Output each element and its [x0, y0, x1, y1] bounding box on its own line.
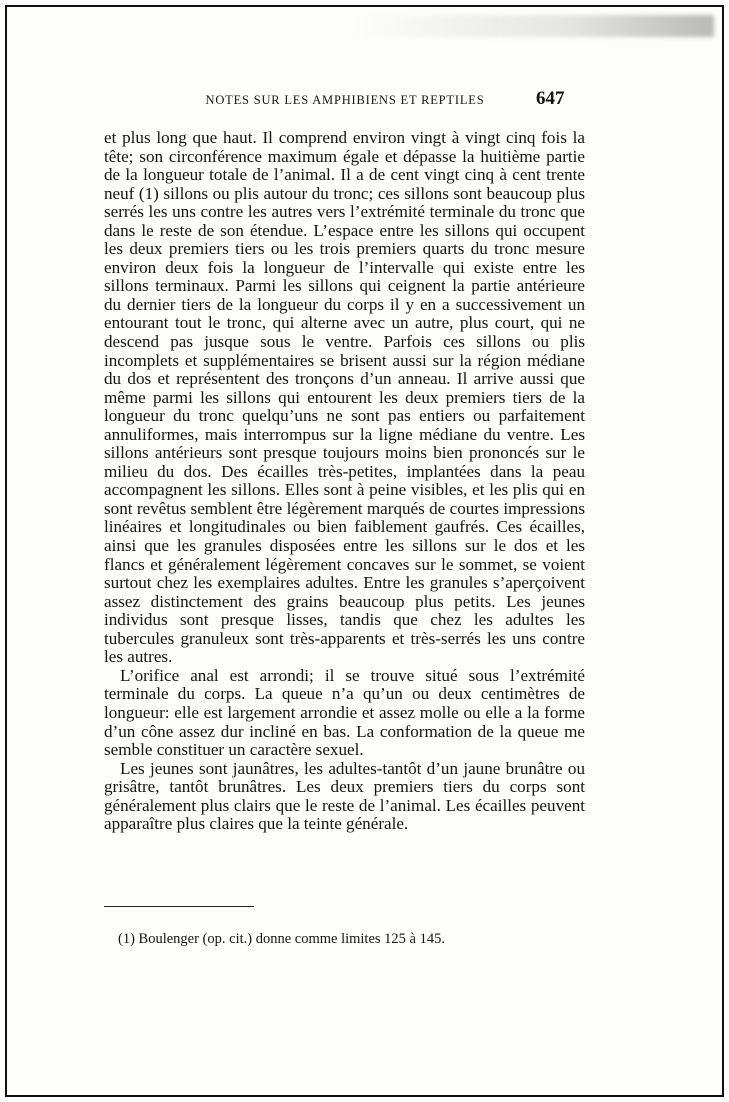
footnote: (1) Boulenger (op. cit.) donne comme limites 125 à 145.: [118, 931, 445, 947]
footnote-divider: [104, 906, 254, 907]
scan-shadow: [354, 15, 714, 37]
running-title: NOTES SUR LES AMPHIBIENS ET REPTILES: [205, 93, 485, 107]
paragraph-3: Les jeunes sont jaunâtres, les adultes-tantôt d’un jaune brunâtre ou grisâtre, tantôt brunâtres. Les deux premiers tiers du corps sont généralement plus clairs que le reste de l’animal. Les écailles peuvent apparaître plus claires que la teinte générale.: [104, 758, 585, 834]
page-number: 647: [536, 88, 565, 109]
paragraph-1: et plus long que haut. Il comprend environ vingt à vingt cinq fois la tête; son circonférence maximum égale et dépasse la huitième partie de la longueur totale de l’animal. Il a de cent vingt cinq à cent trente neuf (1) sillons ou plis autour du tronc; ces sillons sont beaucoup plus serrés les uns contre les autres vers l’extrémité terminale du tronc que dans le reste de son étendue. L’espace entre les sillons qui occupent les deux premiers tiers ou les trois premiers quarts du tronc mesure environ deux fois la longueur de l’intervalle qui existe entre les sillons terminaux. Parmi les sillons qui ceignent la partie antérieure du dernier tiers de la longueur du corps il y en a successivement un entourant tout le tronc, qui alterne avec un autre, plus court, qui ne descend pas jusque sous le ventre. Parfois ces sillons ou plis incomplets et supplémentaires se brisent aussi sur la région médiane du dos et représentent des tronçons d’un anneau. Il arrive aussi que même parmi les sillons qui entourent les deux premiers tiers de la longueur du tronc quelqu’uns ne sont pas entiers ou parfaitement annuliformes, mais interrompus sur la ligne médiane du ventre. Les sillons antérieurs sont presque toujours moins bien prononcés sur le milieu du dos. Des écailles très-petites, implantées dans la peau accompagnent les sillons. Elles sont à peine visibles, et les plis qui en sont revêtus semblent être légèrement marqués de courtes impressions linéaires et longitudinales ou bien faiblement gaufrés. Ces écailles, ainsi que les granules disposées entre les sillons sur le dos et les flancs et généralement légèrement concaves sur le sommet, se voient surtout chez les exemplaires adultes. Entre les granules s’aperçoivent assez distinctement des grains beaucoup plus petits. Les jeunes individus sont presque lisses, tandis que chez les adultes les tubercules granuleux sont très-apparents et très-serrés les uns contre les autres.: [104, 128, 585, 667]
body-text: [104, 129, 585, 834]
paragraph-2: L’orifice anal est arrondi; il se trouve situé sous l’extrémité terminale du corps. La queue n’a qu’un ou deux centimètres de longueur: elle est largement arrondie et assez molle ou elle a la forme d’un cône assez dur incliné en bas. La conformation de la queue me semble constituer un caractère sexuel.: [104, 665, 585, 760]
